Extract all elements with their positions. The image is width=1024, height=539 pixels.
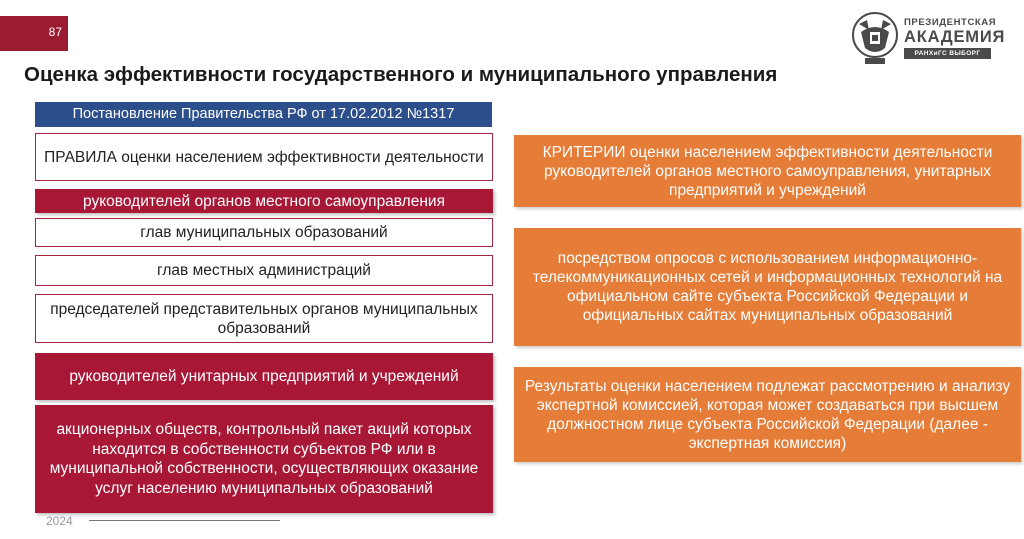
footer-year: 2024 [46,514,73,528]
page-number-badge [0,16,68,51]
joint-stock-companies-box: акционерных обществ, контрольный пакет акций которых находится в собственности субъектов РФ или в муниципальной собственности, осуществляющих оказание услуг населению муниципальных образований [35,405,493,513]
double-headed-eagle-emblem-icon [851,8,899,68]
rules-box: ПРАВИЛА оценки населением эффективности деятельности [35,133,493,181]
slide-title: Оценка эффективности государственного и муниципального управления [24,63,778,86]
academy-logo [851,8,1006,68]
logo-line-2: АКАДЕМИЯ [904,28,1006,46]
local-government-heads-box: руководителей органов местного самоуправления [35,189,493,213]
local-admin-heads-box: глав местных администраций [35,255,493,286]
logo-line-3: РАНХиГС ВЫБОРГ [904,48,991,59]
page-number: 87 [48,25,62,39]
criteria-box: КРИТЕРИИ оценки населением эффективности деятельности руководителей органов местного самоуправления, унитарных предприятий и учреждений [514,135,1021,207]
results-box: Результаты оценки населением подлежат рассмотрению и анализу экспертной комиссией, которая может создаваться при высшем должностном лице субъекта Российской Федерации (далее - экспертная комиссия) [514,367,1021,462]
representative-chairmen-box: председателей представительных органов муниципальных образований [35,294,493,343]
decree-box: Постановление Правительства РФ от 17.02.2012 №1317 [35,102,492,127]
footer-divider [89,520,280,521]
municipal-heads-box: глав муниципальных образований [35,218,493,247]
surveys-box: посредством опросов с использованием информационно-телекоммуникационных сетей и информационных технологий на официальном сайте субъекта Российской Федерации и официальных сайтах муниципальных образований [514,228,1021,346]
logo-line-1: ПРЕЗИДЕНТСКАЯ [904,17,997,28]
unitary-enterprises-box: руководителей унитарных предприятий и учреждений [35,353,493,400]
